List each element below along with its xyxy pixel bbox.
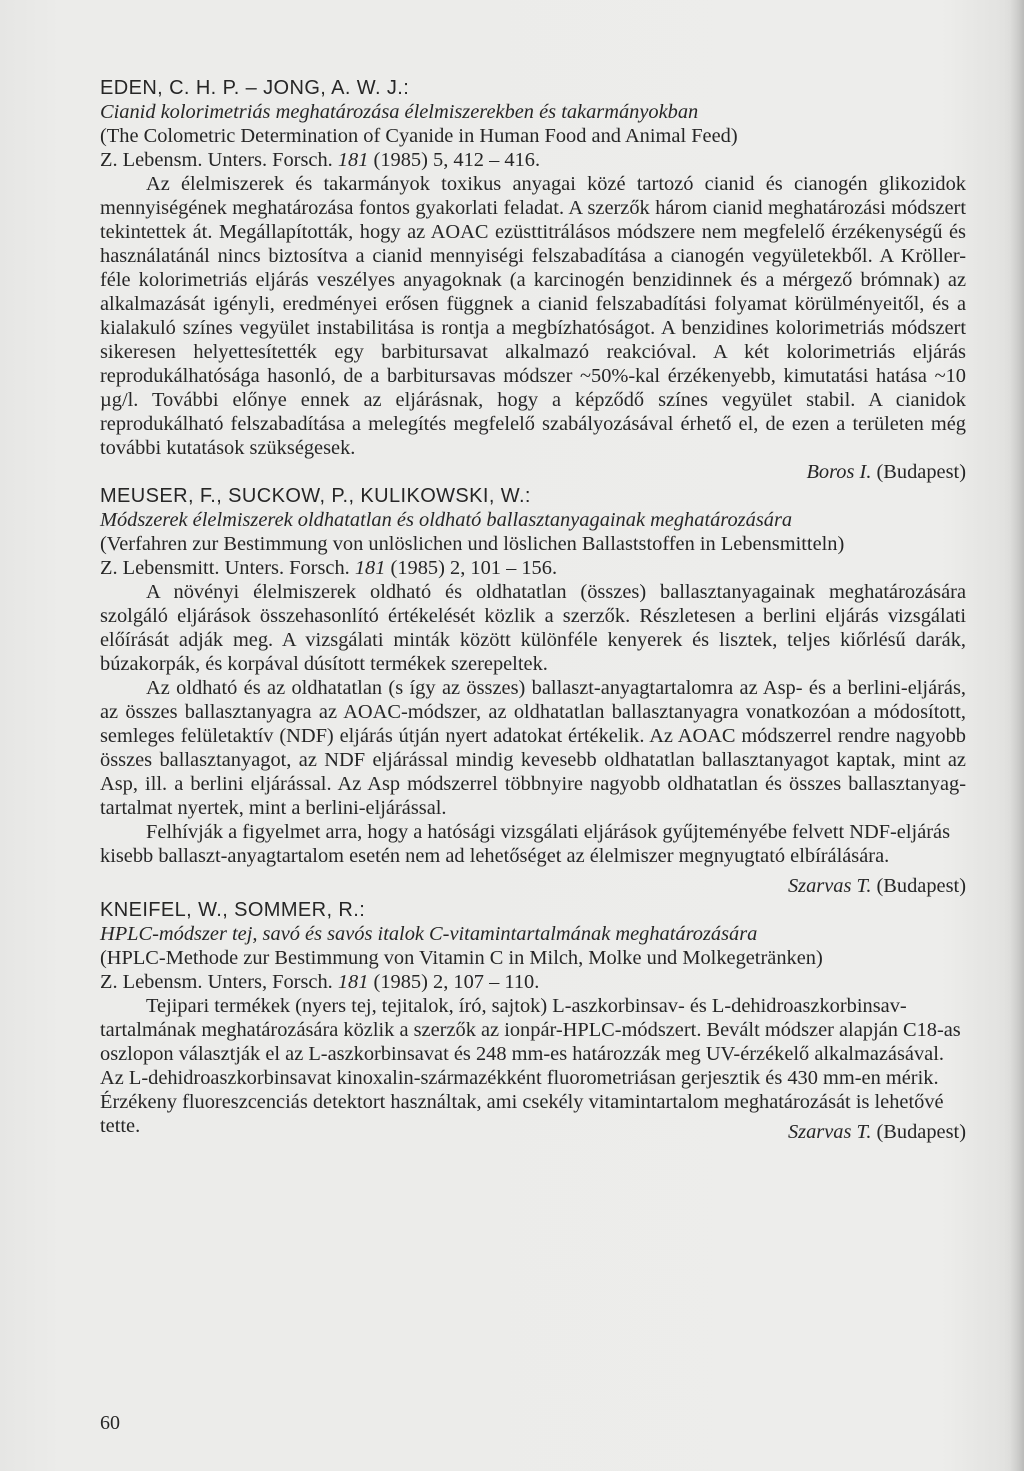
citation-volume: 181 [337, 971, 369, 993]
paragraph-text: Felhívják a figyelmet arra, hogy a hatósági vizsgálati eljárások gyűjteményébe felvett NDF-eljárás kisebb ballaszt-anyagtartalom esetén nem ad lehetőséget az élelmiszer megnyugtató elbírálására. [100, 821, 951, 867]
abstract-entry-3 [100, 898, 966, 1144]
entry-reviewer [100, 460, 966, 484]
page-number: 60 [100, 1412, 120, 1434]
entry-paragraph: Az oldható és az oldhatatlan (s így az összes) ballaszt-anyagtartalomra az Asp- és a berlini-eljárás, az összes ballasztanyagra az AOAC-módszer, az oldhatatlan ballasztanyagra vonatkozóan a módosított, semleges felületaktív (NDF) eljárás útján nyert adatokat értékelik. Az AOAC módszerrel rendre nagyobb összes ballasztanyagot, az NDF eljárással mindig kevesebb oldhatatlan ballasztanyagot kaptak, mint az Asp, ill. a berlini eljárással. Az Asp módszerrel többnyire nagyobb oldhatatlan és összes ballasztanyag-tartalmat nyertek, mint a berlini-eljárással. [100, 677, 966, 819]
citation-journal: Z. Lebensmitt. Unters. Forsch. [100, 557, 355, 579]
entry-citation [100, 148, 966, 172]
reviewer-name: Boros I. [806, 461, 872, 483]
text-column [100, 76, 966, 1144]
citation-journal: Z. Lebensm. Unters, Forsch. [100, 971, 338, 993]
citation-volume: 181 [337, 149, 369, 171]
entry-citation [100, 970, 966, 994]
entry-reviewer [742, 874, 966, 898]
entry-title-original: (HPLC-Methode zur Bestimmung von Vitamin C in Milch, Molke und Molkegetränken) [100, 947, 823, 969]
reviewer-name: Szarvas T. [787, 875, 872, 897]
entry-title-original: (The Colometric Determination of Cyanide in Human Food and Animal Feed) [100, 125, 738, 147]
entry-paragraph: Az élelmiszerek és takarmányok toxikus anyagai közé tartozó cianid és cianogén glikozidok mennyiségének meghatározása fontos gyakorlati feladat. A szerzők három cianid meghatározási módszert tekintettek át. Megállapították, hogy az AOAC ezüsttitrálásos módszere nem megfelelő érzékenységű és használatánál nincs biztosítva a cianid mennyiségi felszabadítása a cianogén vegyületekből. A Kröller-féle kolorimetriás eljárás veszélyes anyagoknak (a karcinogén benzidinnek és a mérgező brómnak) az alkalmazását igényli, eredményei erősen függnek a cianid felszabadítási folyamat körülményeitől, és a kialakuló színes vegyület instabilitása is rontja a megbízhatóságot. A benzidines kolorimetriás módszert sikeresen helyettesítették egy barbitursavat alkalmazó reakcióval. A két kolorimetriás eljárás reprodukálhatósága hasonló, de a barbitursavas módszer ~50%-kal érzékenyebb, kimutatási hatása ~10 µg/l. További előnye ennek az eljárásnak, hogy a képződő színes vegyület stabil. A cianidok reprodukálható felszabadítása a melegítés megfelelő szabályozásával érhető el, de ezen a területen még további kutatások szükségesek. [100, 173, 966, 459]
entry-paragraph-final [100, 994, 966, 1143]
entry-title-hungarian: Módszerek élelmiszerek oldhatatlan és oldható ballasztanyagainak meghatározására [100, 509, 793, 531]
abstract-entry-1 [100, 76, 966, 484]
citation-journal: Z. Lebensm. Unters. Forsch. [100, 149, 338, 171]
citation-details: (1985) 2, 101 – 156. [385, 557, 558, 579]
entry-title-hungarian: HPLC-módszer tej, savó és savós italok C-vitamintartalmának meghatározására [100, 923, 758, 945]
reviewer-name: Szarvas T. [787, 1121, 872, 1143]
entry-authors: KNEIFEL, W., SOMMER, R.: [100, 899, 366, 921]
citation-volume: 181 [354, 557, 386, 579]
entry-paragraph-final [100, 820, 966, 897]
entry-authors: EDEN, C. H. P. – JONG, A. W. J.: [100, 77, 410, 99]
paragraph-text: Tejipari termékek (nyers tej, tejitalok, író, sajtok) L-aszkorbinsav- és L-dehidroaszkorbinsav-tartalmának meghatározására közlik a szerzők az ionpár-HPLC-módszert. Bevált módszer alapján C18-as oszlopon választják el az L-aszkorbinsavat és 248 mm-es határozzák meg UV-érzékelő alkalmazásával. Az L-dehidroaszkorbinsavat kinoxalin-származékként fluorometriásan gerjesztik és 430 mm-en mérik. Érzékeny fluoreszcenciás detektort használtak, ami csekély vitamintartalom meghatározását is lehetővé tette. [100, 995, 961, 1137]
citation-details: (1985) 5, 412 – 416. [368, 149, 541, 171]
entry-title-hungarian: Cianid kolorimetriás meghatározása élelmiszerekben és takarmányokban [100, 101, 699, 123]
abstract-entry-2 [100, 484, 966, 898]
entry-paragraph: A növényi élelmiszerek oldható és oldhatatlan (összes) ballasztanyagainak meghatározására szolgáló eljárások összehasonlító értékelését közlik a szerzők. Részletesen a berlini eljárás vizsgálati előírását adják meg. A vizsgálati minták között különféle kenyerek és lisztek, teljes kiőrlésű darák, búzakorpák, és korpával dúsított termékek szerepeltek. [100, 581, 966, 675]
reviewer-place: (Budapest) [871, 1121, 966, 1143]
entry-title-original: (Verfahren zur Bestimmung von unlöslichen und löslichen Ballaststoffen in Lebensmitteln) [100, 533, 845, 555]
entry-authors: MEUSER, F., SUCKOW, P., KULIKOWSKI, W.: [100, 485, 531, 507]
page-edge-shadow [1010, 0, 1024, 1471]
reviewer-place: (Budapest) [871, 461, 966, 483]
entry-reviewer [742, 1120, 966, 1144]
entry-citation [100, 556, 966, 580]
citation-details: (1985) 2, 107 – 110. [368, 971, 540, 993]
reviewer-place: (Budapest) [871, 875, 966, 897]
